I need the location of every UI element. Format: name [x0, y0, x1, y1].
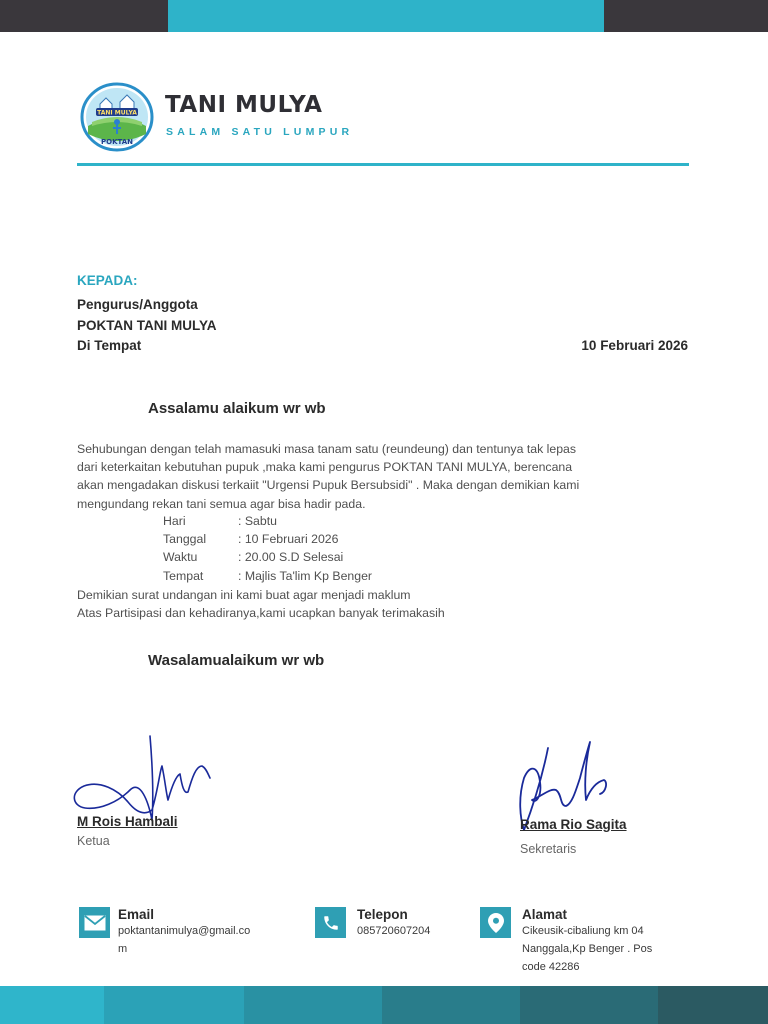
footer-band-segment [520, 986, 658, 1024]
contact-email-line: poktantanimulya@gmail.co [118, 925, 251, 937]
detail-value: : 10 Februari 2026 [238, 532, 339, 547]
detail-label: Hari [163, 514, 186, 528]
signatory-role-ketua: Ketua [77, 834, 110, 848]
detail-label: Tempat [163, 568, 204, 583]
contact-phone-value[interactable] [357, 922, 430, 940]
footer-band-segment [0, 986, 104, 1024]
detail-row-place [163, 567, 372, 585]
closing-line: Demikian surat undangan ini kami buat agar menjadi maklum [77, 588, 411, 602]
phone-icon [315, 907, 346, 938]
opening-greeting: Assalamu alaikum wr wb [148, 400, 326, 417]
signatory-name-sekretaris: Rama Rio Sagita [520, 817, 627, 832]
event-details [163, 512, 372, 585]
email-icon [79, 907, 110, 938]
poktan-logo [80, 82, 154, 152]
body-line: akan mengadakan diskusi terkaiit "Urgensi Pupuk Bersubsidi" . Maka dengan demikian kami [77, 478, 580, 493]
brand-tagline: SALAM SATU LUMPUR [166, 126, 354, 138]
location-icon [480, 907, 511, 938]
detail-row-day [163, 512, 372, 530]
recipient-line-1: Pengurus/Anggota [77, 297, 198, 312]
footer-band-segment [658, 986, 768, 1024]
footer-band-segment [104, 986, 244, 1024]
detail-value: : 20.00 S.D Selesai [238, 550, 344, 565]
footer-band-segment [382, 986, 520, 1024]
body-line: dari keterkaitan kebutuhan pupuk ,maka kami pengurus POKTAN TANI MULYA, berencana [77, 460, 573, 475]
svg-text:POKTAN: POKTAN [100, 138, 134, 146]
detail-label: Waktu [163, 550, 198, 565]
recipient-heading: KEPADA: [77, 273, 138, 288]
closing-greeting: Wasalamualaikum wr wb [148, 652, 325, 669]
contact-email-value[interactable] [118, 922, 250, 958]
contact-email-title: Email [118, 907, 155, 922]
letter-body [77, 440, 692, 513]
detail-value: : Sabtu [238, 514, 277, 528]
contact-phone-line: 085720607204 [357, 925, 431, 937]
detail-row-date [163, 530, 372, 548]
closing-paragraph [77, 586, 445, 622]
detail-label: Tanggal [163, 532, 207, 547]
recipient-line-3: Di Tempat [77, 338, 142, 353]
contact-email-line: m [118, 943, 128, 955]
recipient-line-2: POKTAN TANI MULYA [77, 318, 217, 333]
contact-address-line: Cikeusik-cibaliung km 04 [522, 925, 644, 937]
detail-value: : Majlis Ta'lim Kp Benger [238, 568, 373, 583]
body-line: Sehubungan dengan telah mamasuki masa tanam satu (reundeung) dan tentunya tak lepas [77, 442, 577, 456]
signatory-role-sekretaris: Sekretaris [520, 842, 577, 856]
footer-color-band [0, 986, 768, 1024]
brand-title: TANI MULYA [165, 92, 323, 118]
contact-phone-title: Telepon [357, 907, 408, 922]
top-accent-bar [168, 0, 604, 32]
contact-address-value [522, 922, 652, 976]
letter-date: 10 Februari 2026 [581, 338, 688, 353]
top-color-band [0, 0, 768, 32]
svg-text:TANI MULYA: TANI MULYA [97, 109, 137, 117]
closing-line: Atas Partisipasi dan kehadiranya,kami ucapkan banyak terimakasih [77, 606, 445, 621]
footer-band-segment [244, 986, 382, 1024]
signatory-name-ketua: M Rois Hambali [77, 814, 178, 829]
detail-row-time [163, 548, 372, 566]
header-divider [77, 163, 689, 166]
contact-address-title: Alamat [522, 907, 568, 922]
body-line: mengundang rekan tani semua agar bisa hadir pada. [77, 496, 366, 511]
contact-address-line: code 42286 [522, 961, 580, 973]
contact-address-line: Nanggala,Kp Benger . Pos [522, 943, 653, 955]
